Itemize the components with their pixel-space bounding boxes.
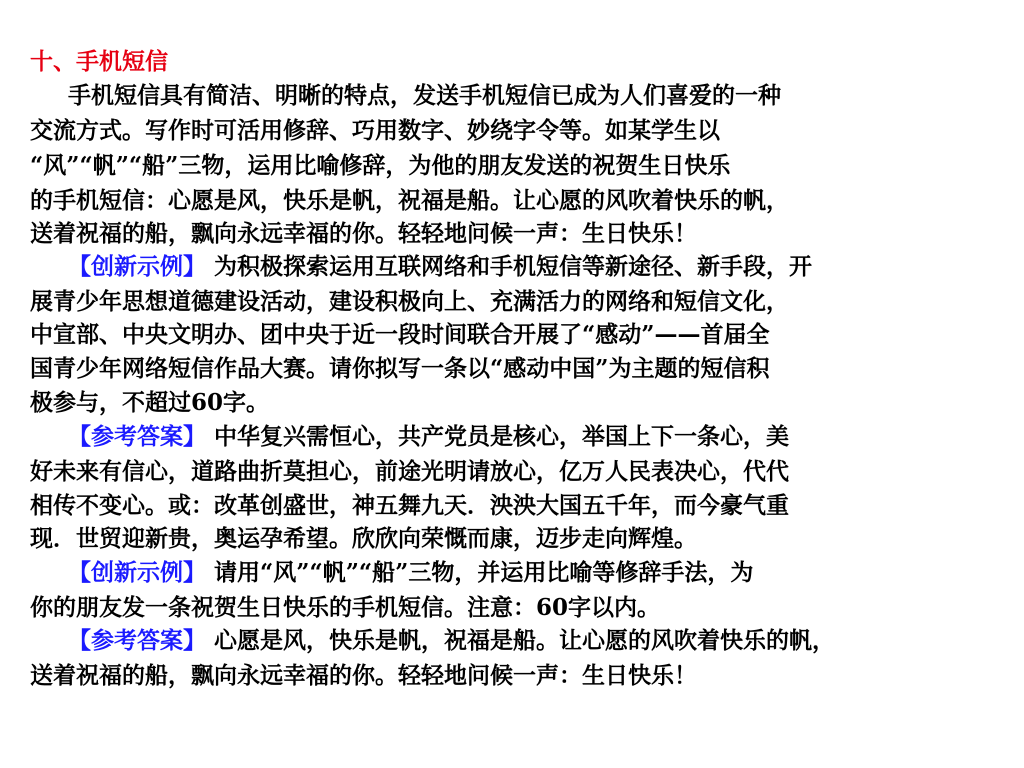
body-line: 的手机短信：心愿是风，快乐是帆，祝福是船。让心愿的风吹着快乐的帆， xyxy=(30,187,789,214)
body-line: 中宣部、中央文明办、团中央于近一段时间联合开展了“感动”——首届全 xyxy=(30,321,770,348)
body-line: 好未来有信心，道路曲折莫担心，前途光明请放心，亿万人民表决心，代代 xyxy=(30,458,789,485)
example-first-line xyxy=(68,556,753,590)
answer-text: 心愿是风，快乐是帆，祝福是船。让心愿的风吹着快乐的帆， xyxy=(206,627,836,654)
body-line: 送着祝福的船，飘向永远幸福的你。轻轻地问候一声：生日快乐！ xyxy=(30,662,697,689)
answer-tag: 【参考答案】 xyxy=(68,423,206,450)
answer-first-line xyxy=(68,624,835,658)
answer-first-line xyxy=(68,420,789,454)
example-tag: 【创新示例】 xyxy=(68,559,206,586)
body-line: 极参与，不超过60字。 xyxy=(30,389,270,416)
body-line: 国青少年网络短信作品大赛。请你拟写一条以“感动中国”为主题的短信积 xyxy=(30,355,770,382)
example-text: 请用“风”“帆”“船”三物，并运用比喻等修辞手法，为 xyxy=(206,559,754,586)
body-line: “风”“帆”“船”三物，运用比喻修辞，为他的朋友发送的祝贺生日快乐 xyxy=(30,152,731,179)
body-line: 交流方式。写作时可活用修辞、巧用数字、妙绕字令等。如某学生以 xyxy=(30,117,720,144)
body-line: 相传不变心。或：改革创盛世，神五舞九天．泱泱大国五千年，而今豪气重 xyxy=(30,492,789,519)
body-line: 展青少年思想道德建设活动，建设积极向上、充满活力的网络和短信文化， xyxy=(30,288,789,315)
body-line: 手机短信具有简洁、明晰的特点，发送手机短信已成为人们喜爱的一种 xyxy=(68,82,781,109)
answer-tag: 【参考答案】 xyxy=(68,627,206,654)
answer-text: 中华复兴需恒心，共产党员是核心，举国上下一条心，美 xyxy=(206,423,790,450)
example-text: 为积极探索运用互联网络和手机短信等新途径、新手段，开 xyxy=(206,253,813,280)
body-line: 送着祝福的船，飘向永远幸福的你。轻轻地问候一声：生日快乐！ xyxy=(30,220,697,247)
example-first-line xyxy=(68,250,812,284)
body-line: 你的朋友发一条祝贺生日快乐的手机短信。注意：60字以内。 xyxy=(30,594,661,621)
body-line: 现．世贸迎新贵，奥运孕希望。欣欣向荣慨而康，迈步走向辉煌。 xyxy=(30,525,697,552)
example-tag: 【创新示例】 xyxy=(68,253,206,280)
section-heading: 十、手机短信 xyxy=(30,48,168,75)
